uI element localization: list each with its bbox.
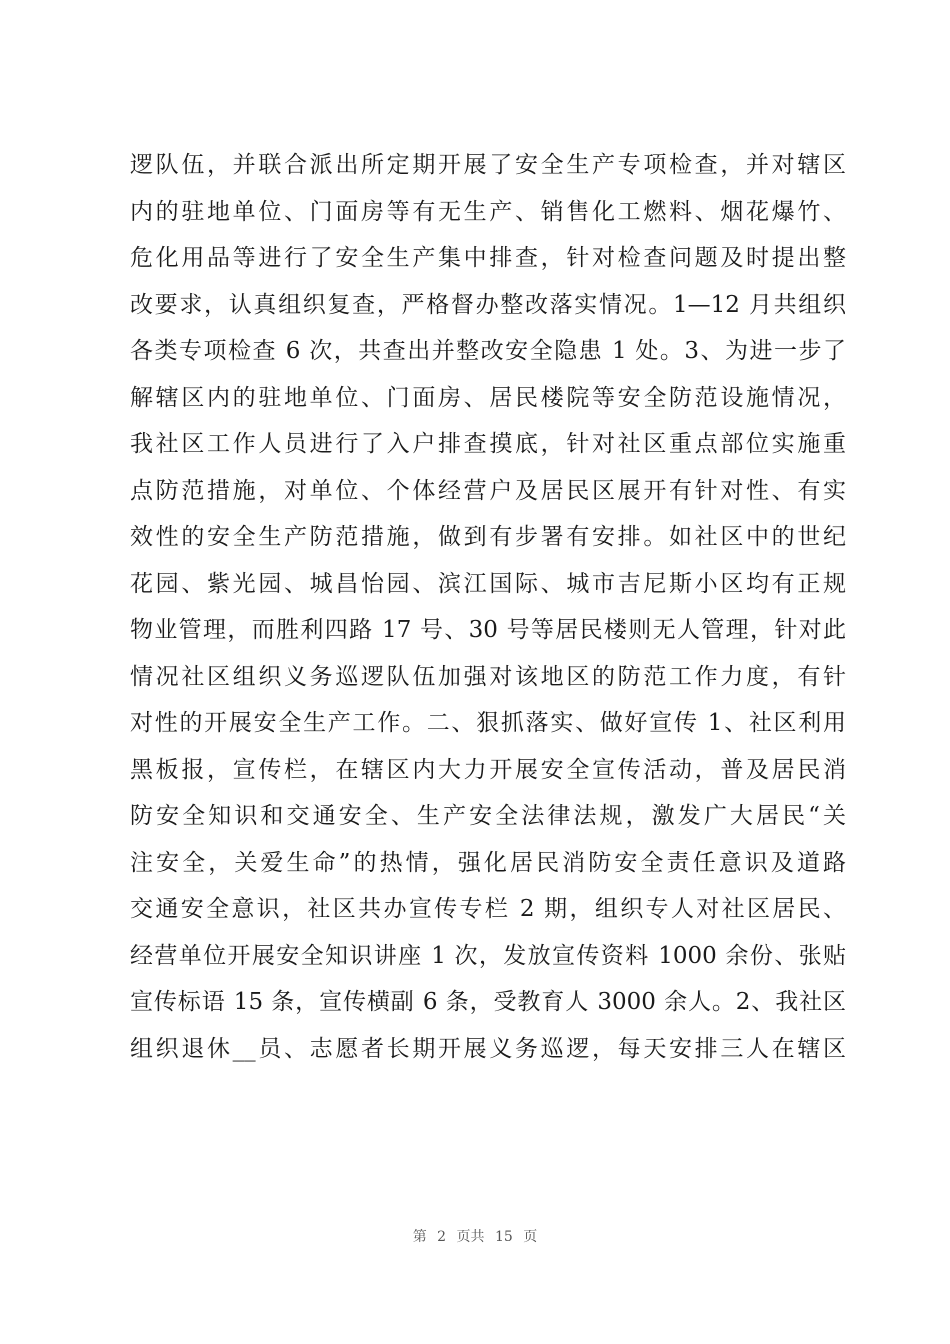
page-number-footer: 第 2 页共 15 页	[412, 1229, 538, 1245]
text-line: 内的驻地单位、门面房等有无生产、销售化工燃料、烟花爆竹、	[130, 198, 846, 225]
text-line: 花园、紫光园、城昌怡园、滨江国际、城市吉尼斯小区均有正规	[130, 570, 846, 597]
text-line: 情况社区组织义务巡逻队伍加强对该地区的防范工作力度，有针	[130, 663, 846, 690]
text-line: 黑板报，宣传栏，在辖区内大力开展安全宣传活动，普及居民消	[130, 756, 846, 783]
text-line: 宣传标语 15 条，宣传横副 6 条，受教育人 3000 余人。2、我社区	[130, 989, 846, 1015]
text-line: 物业管理，而胜利四路 17 号、30 号等居民楼则无人管理，针对此	[130, 617, 846, 643]
text-line: 效性的安全生产防范措施，做到有步署有安排。如社区中的世纪	[130, 524, 846, 550]
text-line: 组织退休__员、志愿者长期开展义务巡逻，每天安排三人在辖区	[130, 1035, 846, 1062]
text-line: 点防范措施，对单位、个体经营户及居民区展开有针对性、有实	[130, 477, 846, 504]
text-line: 对性的开展安全生产工作。二、狠抓落实、做好宣传 1、社区利用	[130, 710, 846, 736]
body-text	[130, 142, 846, 1072]
text-line: 逻队伍，并联合派出所定期开展了安全生产专项检查，并对辖区	[130, 152, 846, 178]
text-line: 危化用品等进行了安全生产集中排查，针对检查问题及时提出整	[130, 245, 846, 271]
text-line: 改要求，认真组织复查，严格督办整改落实情况。1—12 月共组织	[130, 291, 846, 318]
text-line: 注安全，关爱生命”的热情，强化居民消防安全责任意识及道路	[130, 849, 846, 876]
text-line: 经营单位开展安全知识讲座 1 次，发放宣传资料 1000 余份、张贴	[130, 942, 846, 969]
text-line: 交通安全意识，社区共办宣传专栏 2 期，组织专人对社区居民、	[130, 896, 846, 922]
text-line: 我社区工作人员进行了入户排查摸底，针对社区重点部位实施重	[130, 431, 846, 457]
text-line: 解辖区内的驻地单位、门面房、居民楼院等安全防范设施情况，	[130, 384, 846, 411]
text-line: 防安全知识和交通安全、生产安全法律法规，激发广大居民“关	[130, 803, 846, 829]
text-line: 各类专项检查 6 次，共查出并整改安全隐患 1 处。3、为进一步了	[130, 338, 846, 364]
